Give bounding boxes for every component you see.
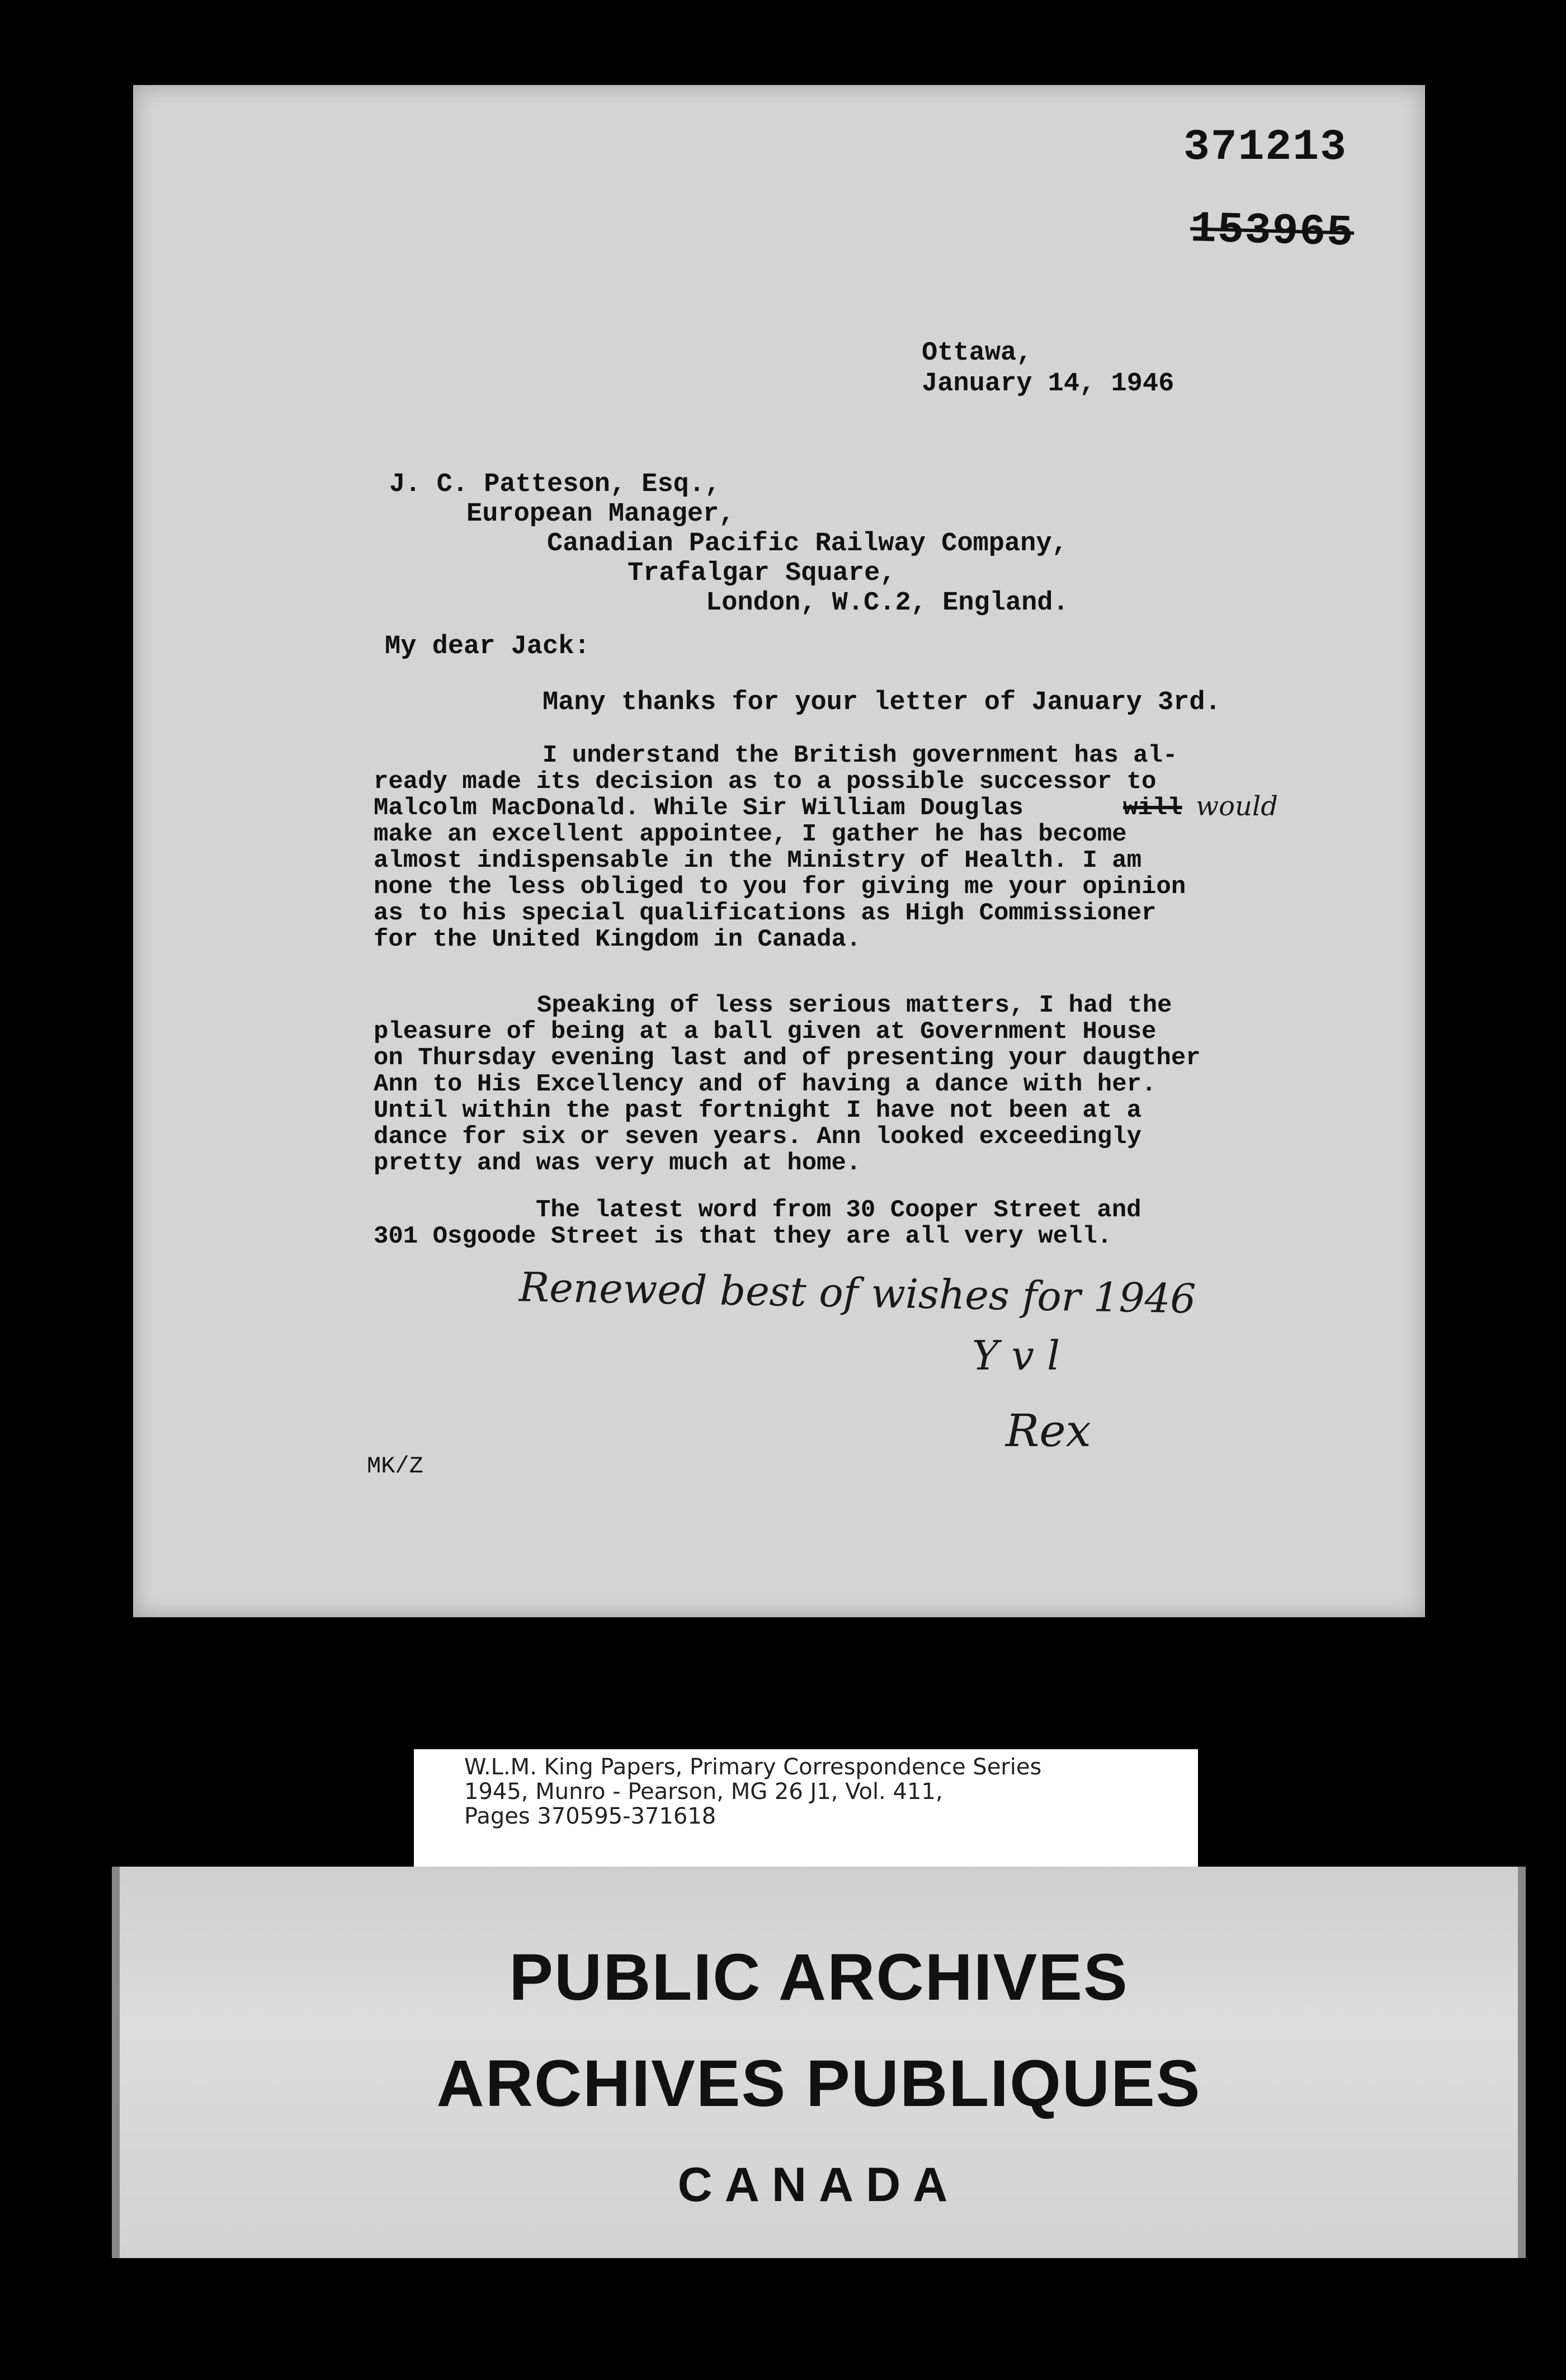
letter-place: Ottawa, [922, 338, 1032, 368]
paragraph-2-line: I understand the British government has al- [543, 742, 1178, 769]
paragraph-3-line: Until within the past fortnight I have not been at a [374, 1097, 1142, 1125]
address-line: J. C. Patteson, Esq., [389, 470, 721, 499]
paragraph-2-line: almost indispensable in the Ministry of Health. I am [374, 847, 1142, 875]
paragraph-2-line: ready made its decision as to a possible successor to [374, 768, 1157, 796]
handwritten-note: Renewed best of wishes for 1946 [518, 1263, 1196, 1323]
address-line: Trafalgar Square, [628, 559, 896, 588]
letter-date: January 14, 1946 [922, 369, 1174, 399]
paragraph-3-line: Ann to His Excellency and of having a dance with her. [374, 1070, 1157, 1098]
paragraph-2-line: for the United Kingdom in Canada. [374, 925, 861, 953]
letter-page [133, 85, 1425, 1617]
paragraph-4-line: The latest word from 30 Cooper Street and [536, 1196, 1142, 1224]
struck-word: will [1123, 794, 1182, 822]
paragraph-1: Many thanks for your letter of January 3rd. [543, 688, 1221, 717]
label-line: W.L.M. King Papers, Primary Correspondence Series [464, 1754, 1042, 1780]
handwritten-correction: would [1196, 791, 1278, 822]
paragraph-2-line: make an excellent appointee, I gather he has become [374, 820, 1127, 848]
paragraph-2-line: Malcolm MacDonald. While Sir William Douglas [374, 794, 1023, 822]
paragraph-2-line: as to his special qualifications as High Commissioner [374, 899, 1157, 927]
stamp-line-english: PUBLIC ARCHIVES [509, 1940, 1129, 2014]
old-document-number: 153965 [1189, 205, 1355, 258]
stamp-line-french: ARCHIVES PUBLIQUES [436, 2047, 1201, 2121]
paragraph-2-line: none the less obliged to you for giving me your opinion [374, 873, 1186, 901]
paragraph-3-line: dance for six or seven years. Ann looked exceedingly [374, 1123, 1142, 1151]
public-archives-stamp [112, 1867, 1526, 2258]
address-line: Canadian Pacific Railway Company, [547, 529, 1068, 559]
document-number: 371213 [1183, 123, 1347, 172]
archive-reference-label [414, 1749, 1198, 1868]
paragraph-3-line: pleasure of being at a ball given at Government House [374, 1018, 1157, 1046]
stamp-line-country: CANADA [677, 2158, 960, 2212]
paragraph-4-line: 301 Osgoode Street is that they are all very well. [374, 1222, 1112, 1250]
label-line: 1945, Munro - Pearson, MG 26 J1, Vol. 411, [464, 1779, 943, 1805]
salutation: My dear Jack: [385, 632, 590, 662]
address-line: London, W.C.2, England. [706, 588, 1069, 618]
address-line: European Manager, [466, 499, 735, 529]
handwritten-closing: Y v l [972, 1332, 1060, 1379]
paragraph-3-line: pretty and was very much at home. [374, 1149, 861, 1177]
paragraph-3-line: on Thursday evening last and of presenting your daugther [374, 1044, 1201, 1072]
handwritten-signature: Rex [1006, 1405, 1091, 1457]
label-line: Pages 370595-371618 [464, 1803, 716, 1829]
typist-initials: MK/Z [367, 1453, 423, 1480]
paragraph-3-line: Speaking of less serious matters, I had the [537, 991, 1172, 1019]
